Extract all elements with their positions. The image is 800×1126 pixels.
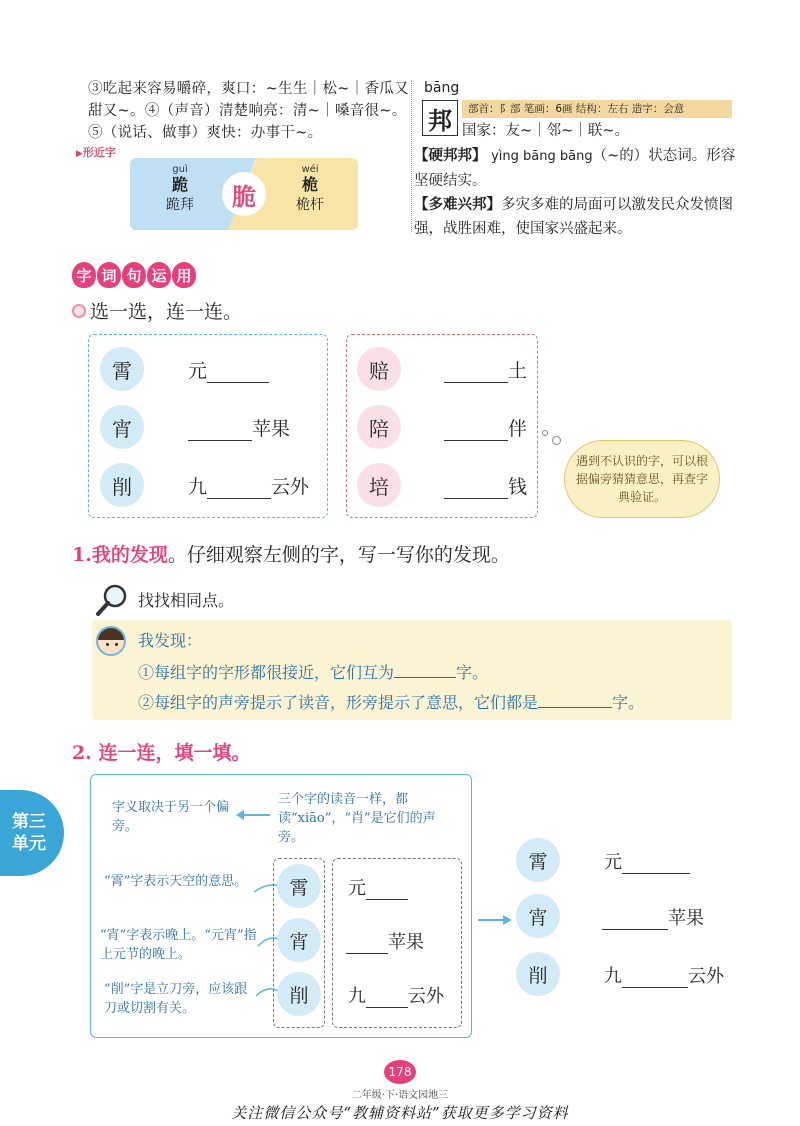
discover-line-2: ②每组字的声旁提示了读音，形旁提示了意思，它们都是 字。 (138, 693, 645, 712)
arrow-right-icon (476, 912, 512, 928)
similar-chars-box (130, 158, 358, 230)
word-row: 苹果 (188, 414, 290, 441)
note-left: 字义取决于另一个偏旁。 (112, 800, 230, 834)
footer-subtitle: 二年级·下·语文园地三 (351, 1090, 449, 1101)
q2-title: 2. 连一连，填一填。 (72, 742, 251, 764)
fill-blank[interactable] (188, 440, 252, 441)
arrow-left-icon (236, 808, 272, 822)
bubble-dot (542, 430, 548, 436)
word-row: 元 (604, 848, 690, 874)
note-meaning-2: “宵”字表示晚上。“元宵”指上元节的晚上。 (100, 928, 257, 962)
word-row: 九 云外 (348, 986, 444, 1007)
char-circle[interactable]: 赔 (357, 347, 401, 391)
word-row: 苹果 (602, 904, 704, 930)
q1-title: 1.我的发现。仔细观察左侧的字，写一写你的发现。 (72, 544, 510, 566)
page-number: 178 (384, 1060, 416, 1084)
word-row: 九 云外 (188, 476, 310, 498)
fill-blank[interactable] (444, 498, 508, 499)
triangle-icon: ▶ (76, 149, 83, 159)
instruction: 选一选，连一连。 (72, 297, 242, 324)
char-circle[interactable]: 宵 (277, 918, 321, 962)
char-circle[interactable]: 培 (357, 463, 401, 507)
student-avatar-icon (96, 626, 126, 656)
char-circle[interactable]: 削 (100, 463, 144, 507)
fill-blank[interactable] (622, 873, 690, 874)
magnifier-icon (94, 582, 130, 618)
flower-icon (72, 304, 86, 318)
unit-tag: 第三单元 (0, 790, 64, 876)
fill-blank[interactable] (366, 1007, 408, 1008)
fill-blank[interactable] (207, 382, 269, 383)
note-right: 三个字的读音一样，都读“xiāo”，“肖”是它们的声旁。 (278, 792, 436, 845)
fill-blank[interactable] (207, 498, 271, 499)
word-row: 土 (444, 356, 527, 383)
compound-item: 【多难兴邦】多灾多难的局面可以激发民众发愤图强，战胜困难，使国家兴盛起来。 (414, 196, 733, 237)
word-row: 元 (188, 356, 269, 383)
compound-item: 【硬邦邦】 yìng bāng bāng（~的）状态词。形容坚硬结实。 (414, 147, 736, 189)
similar-left: guì 跪 跪拜 (166, 164, 194, 213)
word-row: 钱 (444, 472, 527, 499)
entry-compounds (414, 144, 736, 241)
char-circle[interactable]: 削 (277, 972, 321, 1016)
fill-blank[interactable] (346, 953, 388, 954)
find-text: 找找相同点。 (138, 591, 235, 610)
definition-text: ③吃起来容易嚼碎，爽口：~生生｜松~｜香瓜又甜又~。④（声音）清楚响亮：清~｜嗓音很~。⑤（说话、做事）爽快：办事干~。 (88, 81, 409, 141)
discover-label: 我发现： (138, 631, 203, 650)
word-row: 九 云外 (604, 966, 724, 987)
bubble-dot (552, 436, 561, 445)
similar-chars-tag: ▶形近字 (76, 146, 116, 159)
fill-blank[interactable] (444, 382, 508, 383)
footer-notice: 关注微信公众号“教辅资料站”获取更多学习资料 (231, 1104, 569, 1122)
entry-info: 部首：阝部 笔画：6画 结构：左右 造字：会意 (462, 100, 732, 118)
fill-blank[interactable] (444, 440, 508, 441)
similar-right: wéi 桅 桅杆 (296, 164, 324, 213)
fill-blank[interactable] (366, 899, 408, 900)
char-circle[interactable]: 霄 (277, 864, 321, 908)
char-circle[interactable]: 霄 (100, 347, 144, 391)
section-heading: 字 词 句 运 用 (72, 262, 196, 288)
char-circle[interactable]: 霄 (516, 838, 560, 882)
tip-bubble: 遇到不认识的字，可以根据偏旁猜猜意思，再查字典验证。 (564, 440, 720, 518)
char-circle[interactable]: 宵 (100, 405, 144, 449)
char-circle[interactable]: 陪 (357, 405, 401, 449)
word-row: 元 (348, 874, 408, 900)
entry-char: 邦 (422, 100, 458, 136)
char-circle[interactable]: 宵 (516, 894, 560, 938)
column-divider (411, 80, 412, 232)
fill-blank[interactable] (538, 707, 612, 708)
fill-blank[interactable] (602, 929, 668, 930)
fill-blank[interactable] (394, 677, 456, 678)
word-row: 伴 (444, 414, 527, 441)
entry-definition: 国家：友~｜邻~｜联~。 (462, 123, 629, 139)
note-meaning-1: “霄”字表示天空的意思。 (104, 874, 248, 889)
center-char: 脆 (222, 172, 266, 216)
char-circle[interactable]: 削 (516, 952, 560, 996)
word-row: 苹果 (346, 928, 424, 954)
discover-line-1: ①每组字的字形都很接近，它们互为 字。 (138, 663, 489, 682)
entry-pinyin: bāng (424, 80, 460, 96)
note-meaning-3: “削”字是立刀旁，应该跟刀或切割有关。 (104, 982, 248, 1016)
fill-blank[interactable] (622, 987, 688, 988)
